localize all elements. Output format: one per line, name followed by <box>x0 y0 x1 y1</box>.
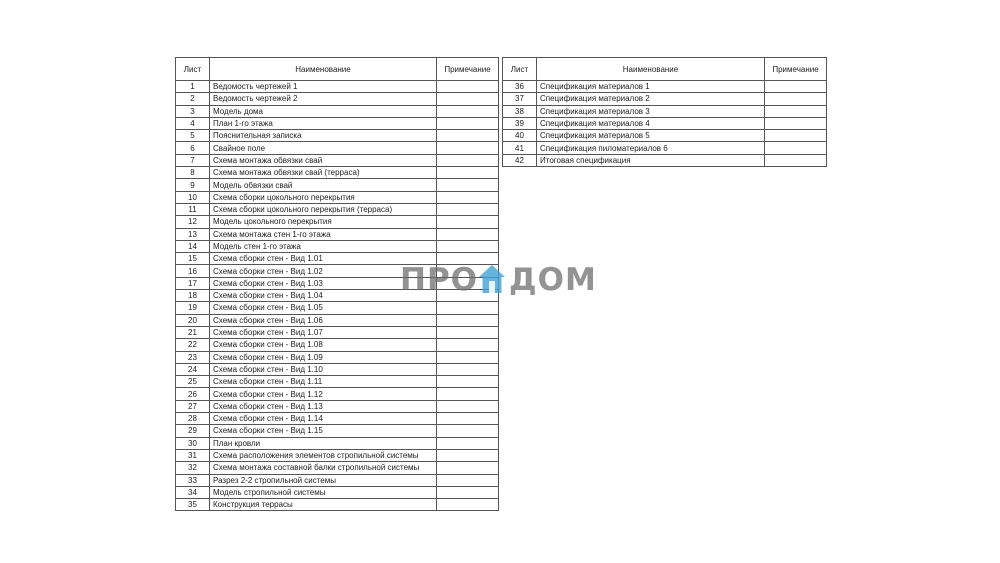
watermark-text-left: ПРО <box>400 262 479 298</box>
sheet-name-cell: План кровли <box>210 437 437 449</box>
sheet-name-cell: Схема сборки стен - Вид 1.01 <box>210 253 437 265</box>
sheet-name-cell: Схема сборки стен - Вид 1.15 <box>210 425 437 437</box>
header-name: Наименование <box>210 58 437 81</box>
table-row <box>176 474 499 486</box>
sheet-number-cell: 27 <box>176 400 210 412</box>
sheet-number-cell: 18 <box>176 290 210 302</box>
sheet-number-cell: 36 <box>503 81 537 93</box>
sheet-number-cell: 2 <box>176 93 210 105</box>
table-row <box>176 130 499 142</box>
sheet-name-cell: План 1-го этажа <box>210 117 437 129</box>
header-sheet: Лист <box>503 58 537 81</box>
sheet-name-cell: Схема сборки стен - Вид 1.10 <box>210 363 437 375</box>
header-note: Примечание <box>437 58 499 81</box>
table-row <box>503 142 827 154</box>
sheet-name-cell: Ведомость чертежей 1 <box>210 81 437 93</box>
table-row <box>176 499 499 511</box>
sheet-name-cell: Схема сборки стен - Вид 1.05 <box>210 302 437 314</box>
table-row <box>176 376 499 388</box>
sheet-name-cell: Схема сборки стен - Вид 1.07 <box>210 326 437 338</box>
sheet-number-cell: 11 <box>176 203 210 215</box>
sheet-number-cell: 4 <box>176 117 210 129</box>
sheet-name-cell: Спецификация материалов 4 <box>537 117 765 129</box>
sheet-number-cell: 9 <box>176 179 210 191</box>
table-row <box>176 203 499 215</box>
sheet-number-cell: 22 <box>176 339 210 351</box>
sheet-note-cell <box>437 425 499 437</box>
table-row <box>176 400 499 412</box>
sheet-number-cell: 21 <box>176 326 210 338</box>
sheet-number-cell: 6 <box>176 142 210 154</box>
sheet-note-cell <box>765 105 827 117</box>
sheet-note-cell <box>765 93 827 105</box>
sheet-number-cell: 40 <box>503 130 537 142</box>
sheet-number-cell: 8 <box>176 167 210 179</box>
sheet-name-cell: Схема сборки стен - Вид 1.04 <box>210 290 437 302</box>
sheet-number-cell: 24 <box>176 363 210 375</box>
sheet-number-cell: 23 <box>176 351 210 363</box>
sheet-number-cell: 25 <box>176 376 210 388</box>
table-row <box>176 326 499 338</box>
sheet-name-cell: Схема сборки стен - Вид 1.12 <box>210 388 437 400</box>
sheet-number-cell: 28 <box>176 413 210 425</box>
sheet-number-cell: 26 <box>176 388 210 400</box>
table-row <box>176 216 499 228</box>
header-note: Примечание <box>765 58 827 81</box>
table-row <box>176 142 499 154</box>
sheet-name-cell: Модель стропильной системы <box>210 486 437 498</box>
sheet-number-cell: 1 <box>176 81 210 93</box>
table-row <box>176 154 499 166</box>
table-row <box>176 351 499 363</box>
sheet-name-cell: Схема монтажа обвязки свай <box>210 154 437 166</box>
table-row <box>176 81 499 93</box>
sheet-note-cell <box>437 302 499 314</box>
sheet-note-cell <box>437 154 499 166</box>
sheet-note-cell <box>437 167 499 179</box>
sheet-note-cell <box>437 191 499 203</box>
table-row <box>176 105 499 117</box>
sheet-name-cell: Схема сборки стен - Вид 1.08 <box>210 339 437 351</box>
sheet-name-cell: Итоговая спецификация <box>537 154 765 166</box>
table-row <box>176 167 499 179</box>
sheet-note-cell <box>437 462 499 474</box>
table-row <box>176 228 499 240</box>
sheet-name-cell: Спецификация пиломатериалов 6 <box>537 142 765 154</box>
sheet-number-cell: 3 <box>176 105 210 117</box>
header-sheet: Лист <box>176 58 210 81</box>
sheet-number-cell: 12 <box>176 216 210 228</box>
sheet-note-cell <box>437 314 499 326</box>
sheet-name-cell: Схема сборки цокольного перекрытия <box>210 191 437 203</box>
sheet-name-cell: Ведомость чертежей 2 <box>210 93 437 105</box>
table-row <box>176 240 499 252</box>
sheet-note-cell <box>437 117 499 129</box>
sheet-number-cell: 14 <box>176 240 210 252</box>
table-row <box>176 191 499 203</box>
table-row <box>176 339 499 351</box>
sheet-name-cell: Конструкция террасы <box>210 499 437 511</box>
sheet-note-cell <box>437 437 499 449</box>
sheet-name-cell: Схема сборки стен - Вид 1.03 <box>210 277 437 289</box>
sheet-note-cell <box>437 486 499 498</box>
sheet-number-cell: 10 <box>176 191 210 203</box>
sheet-name-cell: Схема сборки стен - Вид 1.06 <box>210 314 437 326</box>
table-row <box>176 462 499 474</box>
sheet-note-cell <box>765 130 827 142</box>
sheet-note-cell <box>437 179 499 191</box>
sheet-name-cell: Схема сборки стен - Вид 1.09 <box>210 351 437 363</box>
sheet-name-cell: Схема монтажа обвязки свай (терраса) <box>210 167 437 179</box>
table-row <box>176 179 499 191</box>
sheet-number-cell: 41 <box>503 142 537 154</box>
sheet-note-cell <box>437 203 499 215</box>
sheet-number-cell: 39 <box>503 117 537 129</box>
sheet-note-cell <box>437 413 499 425</box>
sheet-number-cell: 20 <box>176 314 210 326</box>
sheet-note-cell <box>765 154 827 166</box>
sheet-note-cell <box>765 142 827 154</box>
table-row <box>176 363 499 375</box>
sheet-number-cell: 19 <box>176 302 210 314</box>
sheet-name-cell: Схема сборки цокольного перекрытия (терраса) <box>210 203 437 215</box>
table-row <box>176 425 499 437</box>
sheet-number-cell: 15 <box>176 253 210 265</box>
sheet-number-cell: 34 <box>176 486 210 498</box>
sheet-note-cell <box>437 363 499 375</box>
sheet-number-cell: 38 <box>503 105 537 117</box>
sheet-note-cell <box>437 388 499 400</box>
table-row <box>503 81 827 93</box>
sheet-number-cell: 31 <box>176 449 210 461</box>
sheet-number-cell: 32 <box>176 462 210 474</box>
table-row <box>503 117 827 129</box>
sheet-note-cell <box>437 216 499 228</box>
sheet-number-cell: 16 <box>176 265 210 277</box>
table-row <box>503 130 827 142</box>
sheet-number-cell: 42 <box>503 154 537 166</box>
sheet-number-cell: 35 <box>176 499 210 511</box>
table-row <box>176 93 499 105</box>
sheet-note-cell <box>437 449 499 461</box>
table-row <box>176 413 499 425</box>
sheet-number-cell: 30 <box>176 437 210 449</box>
sheet-number-cell: 33 <box>176 474 210 486</box>
table-row <box>176 302 499 314</box>
table-row <box>176 486 499 498</box>
table-row <box>503 105 827 117</box>
sheet-note-cell <box>765 117 827 129</box>
sheet-number-cell: 17 <box>176 277 210 289</box>
table-row <box>176 388 499 400</box>
table-row <box>176 117 499 129</box>
sheet-name-cell: Спецификация материалов 5 <box>537 130 765 142</box>
table-header-row <box>503 58 827 81</box>
sheet-note-cell <box>437 105 499 117</box>
sheet-note-cell <box>437 228 499 240</box>
sheet-name-cell: Модель обвязки свай <box>210 179 437 191</box>
sheet-note-cell <box>765 81 827 93</box>
sheet-note-cell <box>437 326 499 338</box>
table-row <box>176 449 499 461</box>
sheet-name-cell: Свайное поле <box>210 142 437 154</box>
table-header-row <box>176 58 499 81</box>
sheet-name-cell: Схема сборки стен - Вид 1.13 <box>210 400 437 412</box>
sheet-name-cell: Разрез 2-2 стропильной системы <box>210 474 437 486</box>
house-icon <box>477 262 507 296</box>
sheet-number-cell: 5 <box>176 130 210 142</box>
sheet-name-cell: Схема монтажа стен 1-го этажа <box>210 228 437 240</box>
sheet-name-cell: Модель цокольного перекрытия <box>210 216 437 228</box>
sheet-note-cell <box>437 93 499 105</box>
sheet-number-cell: 13 <box>176 228 210 240</box>
sheet-name-cell: Спецификация материалов 2 <box>537 93 765 105</box>
sheet-note-cell <box>437 400 499 412</box>
table-row <box>176 314 499 326</box>
sheet-name-cell: Модель дома <box>210 105 437 117</box>
sheet-note-cell <box>437 240 499 252</box>
table-row <box>503 154 827 166</box>
table-row <box>503 93 827 105</box>
sheet-name-cell: Модель стен 1-го этажа <box>210 240 437 252</box>
watermark-text-right: ДОМ <box>509 262 597 298</box>
sheet-name-cell: Схема сборки стен - Вид 1.11 <box>210 376 437 388</box>
sheet-name-cell: Схема сборки стен - Вид 1.14 <box>210 413 437 425</box>
sheet-name-cell: Схема расположения элементов стропильной системы <box>210 449 437 461</box>
sheet-note-cell <box>437 81 499 93</box>
watermark-logo <box>400 262 600 302</box>
sheet-name-cell: Спецификация материалов 1 <box>537 81 765 93</box>
sheet-name-cell: Схема монтажа составной балки стропильной системы <box>210 462 437 474</box>
header-name: Наименование <box>537 58 765 81</box>
sheet-note-cell <box>437 474 499 486</box>
sheet-name-cell: Спецификация материалов 3 <box>537 105 765 117</box>
sheet-note-cell <box>437 499 499 511</box>
sheet-number-cell: 37 <box>503 93 537 105</box>
sheet-name-cell: Пояснительная записка <box>210 130 437 142</box>
sheet-note-cell <box>437 351 499 363</box>
table-row <box>176 437 499 449</box>
drawing-list-table-right <box>502 57 827 167</box>
sheet-note-cell <box>437 376 499 388</box>
sheet-note-cell <box>437 130 499 142</box>
sheet-number-cell: 7 <box>176 154 210 166</box>
sheet-name-cell: Схема сборки стен - Вид 1.02 <box>210 265 437 277</box>
sheet-note-cell <box>437 339 499 351</box>
sheet-note-cell <box>437 142 499 154</box>
sheet-number-cell: 29 <box>176 425 210 437</box>
